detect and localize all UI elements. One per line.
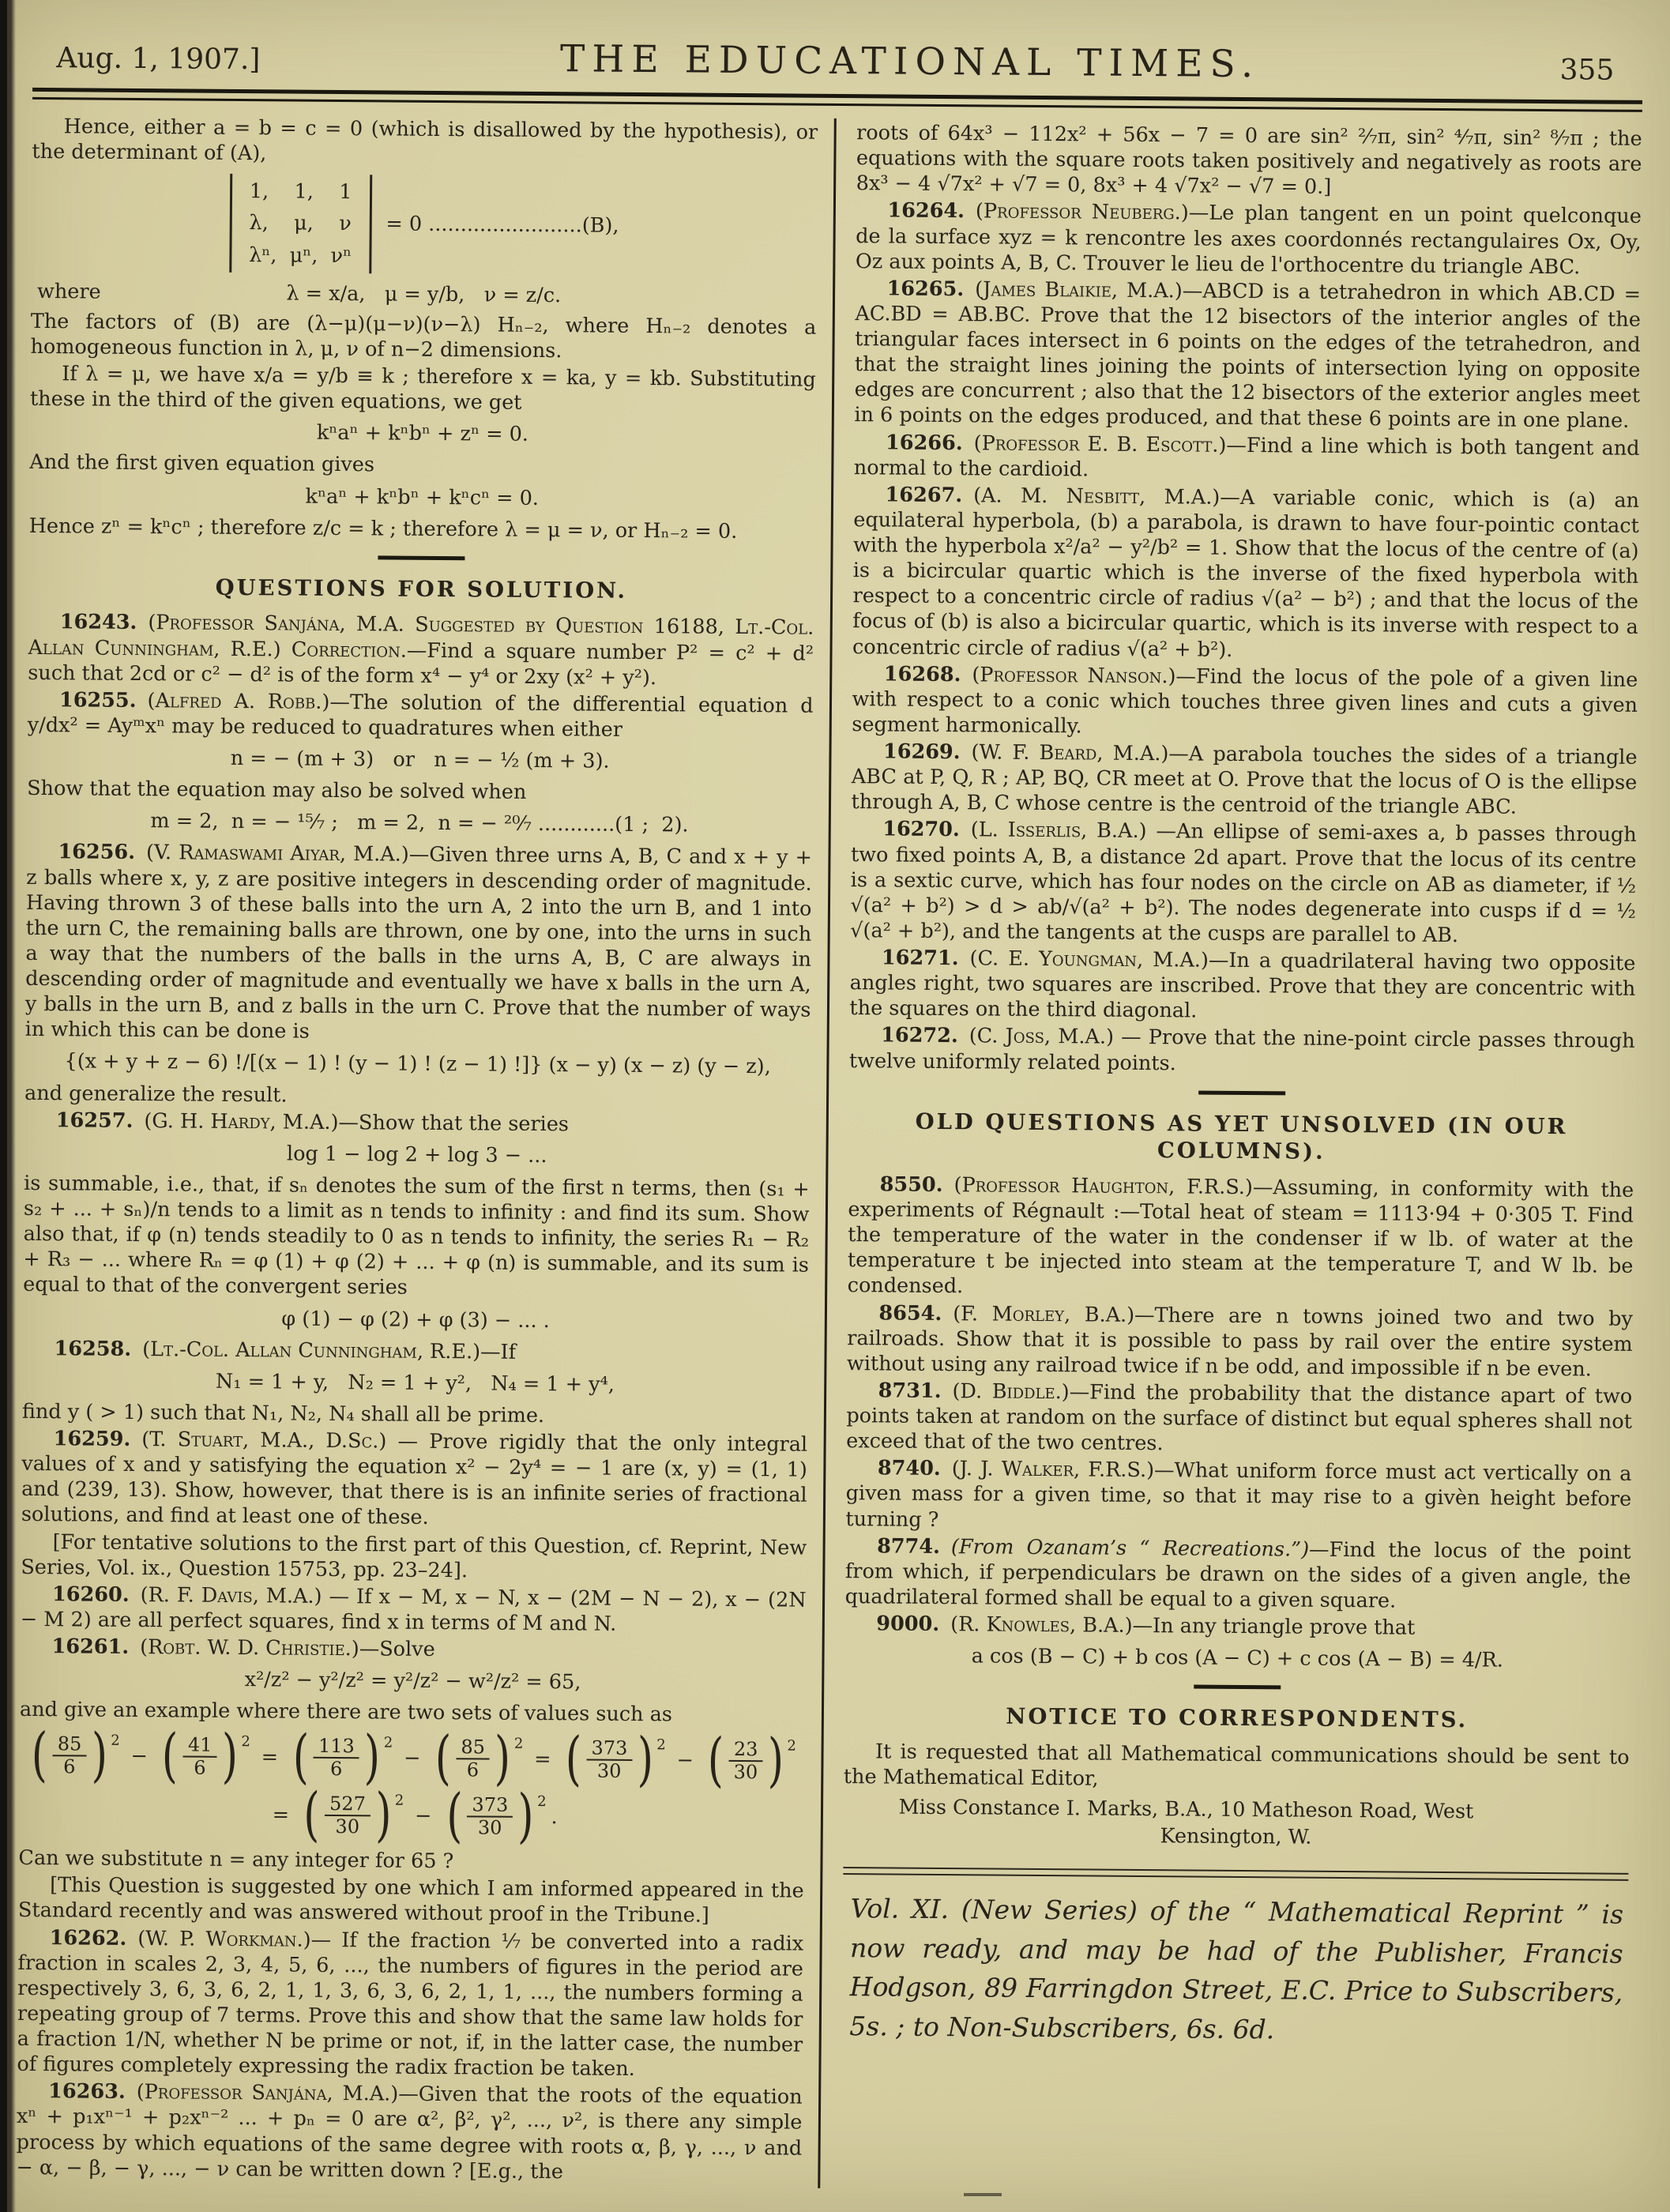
fraction (28, 1721, 120, 1790)
fraction-stack (467, 1794, 513, 1838)
question-author: (Robt. W. D. Christie.)— (140, 1635, 380, 1661)
fraction (562, 1725, 666, 1794)
question-16264 (856, 198, 1642, 280)
denominator: 30 (477, 1816, 502, 1839)
question-number: 16257. (55, 1108, 134, 1133)
question-number: 16269. (882, 739, 961, 765)
question-number: 16266. (885, 430, 963, 455)
question-paragraph: Can we substitute n = any integer for 65 ? (18, 1846, 454, 1874)
question-author: (C. E. Youngman, M.A.)— (969, 946, 1229, 972)
equals-sign: = (534, 1747, 551, 1771)
exponent: 2 (537, 1793, 547, 1811)
equals-sign: = (261, 1745, 279, 1770)
section-heading-old-questions: OLD QUESTIONS AS YET UNSOLVED (IN OUR COLUMNS). (915, 1108, 1568, 1165)
denominator: 30 (596, 1759, 622, 1782)
right-paren: ) (221, 1722, 239, 1791)
fraction (300, 1780, 404, 1849)
question-16270 (850, 816, 1637, 949)
exponent: 2 (383, 1734, 393, 1751)
question-body: Find the probability that the distance apart of two points taken at random on the surface of distinct but equal spheres shall not exceed that of the two centres. (846, 1380, 1633, 1456)
equation-display: φ (1) − φ (2) + φ (3) − ... . (281, 1306, 550, 1333)
numerator: 85 (53, 1733, 87, 1756)
equation-display: kⁿaⁿ + kⁿbⁿ + kⁿcⁿ = 0. (305, 484, 540, 510)
scan-edge-shadow (0, 0, 16, 2212)
advertisement-rule (843, 1867, 1629, 1881)
question-8654 (847, 1300, 1633, 1382)
question-author: (A. M. Nesbitt, M.A.)— (973, 483, 1240, 510)
matrix-row: λ, μ, ν (249, 211, 352, 236)
left-paren: ( (31, 1721, 48, 1789)
equation-display: n = − (m + 3) or n = − ½ (m + 3). (230, 746, 610, 773)
left-paren: ( (707, 1726, 724, 1795)
question-body: Find the locus of the point from which, if perpendiculars be drawn on the sides of a given angle, the quadrilateral formed shall be equal to a given square. (844, 1537, 1631, 1613)
question-body: Find a square number P² = c² + d² such that 2cd or c² − d² is of the form x⁴ − y⁴ or 2xy (x² + y²). (28, 638, 814, 690)
left-column (16, 112, 836, 2188)
fraction-stack (183, 1734, 217, 1778)
fraction-stack (729, 1739, 763, 1783)
notice-heading: NOTICE TO CORRESPONDENTS. (1006, 1703, 1469, 1733)
question-body: Le plan tangent en un point quelconque de la surface xyz = k rencontre les axes coordonnés rectangulaires Ox, Oy, Oz aux points A, B, C. Trouver le lieu de l'orthocentre du triangle ABC. (855, 201, 1642, 279)
fraction (442, 1781, 547, 1851)
page-number: 355 (1559, 54, 1615, 87)
right-paren: ) (517, 1782, 535, 1851)
determinant-matrix (229, 174, 372, 273)
exponent: 2 (111, 1732, 120, 1750)
question-number: 8740. (877, 1456, 941, 1481)
exponent: 2 (656, 1736, 666, 1754)
question-author: (Professor E. B. Escott.)— (973, 431, 1247, 457)
numerator: 23 (729, 1739, 763, 1762)
question-9000 (844, 1611, 1631, 1642)
fraction (159, 1721, 250, 1791)
question-body: If the fraction ¹⁄₇ be converted into a radix fraction in scales 2, 3, 4, 5, 6, ..., the numbers of figures in the period are respectively 3, 6, 3, 6, 2, 1, 1, 3, 6, 3, 6, 2, 1, 1, ..., the numbers forming a repeating group of 7 terms. Prove this and show that the same law holds for a fraction 1/N, whether N be prime or not, if, in the latter case, the number of figures completely expressing the radix fraction be taken. (17, 1928, 804, 2082)
where-label: where (36, 279, 101, 304)
question-author: (Professor Nanson.)— (972, 662, 1197, 689)
question-body: There are n towns joined two and two by railroads. Show that it is possible to pass by rail over the entire system without using any railroad twice if n be odd, and impossible if n be even. (846, 1303, 1634, 1382)
question-author: (Professor Sanjána, M.A.)— (136, 2080, 419, 2107)
question-number: 16243. (59, 610, 137, 635)
section-heading: QUESTIONS FOR SOLUTION. (215, 574, 628, 604)
equation-display: m = 2, n = − ¹⁵⁄₇ ; m = 2, n = − ²⁰⁄₇ ............(1 ; 2). (150, 809, 689, 837)
question-number: 16260. (52, 1582, 130, 1607)
solution-paragraph: Hence, either a = b = c = 0 (which is disallowed by the hypothesis), or the determinant of (A), (32, 115, 818, 166)
question-16243 (28, 609, 814, 691)
question-author: (D. Biddle.)— (952, 1379, 1090, 1405)
question-16257 (24, 1108, 811, 1139)
fraction (705, 1726, 796, 1795)
question-author: (James Blaikie, M.A.)— (975, 277, 1203, 303)
left-paren: ( (446, 1781, 463, 1850)
question-author: (W. P. Workman.)— (137, 1926, 342, 1952)
question-source: (From Ozanam’s “ Recreations.”)— (950, 1534, 1330, 1562)
denominator: 30 (335, 1815, 360, 1838)
question-number: 16271. (881, 946, 959, 971)
scan-artifact-mark (964, 2193, 1002, 2196)
left-paren: ( (434, 1724, 452, 1793)
numerator: 113 (314, 1736, 359, 1759)
solution-paragraph: If λ = μ, we have x/a = y/b ≡ k ; therefore x = ka, y = kb. Substituting these in the third of the given equations, we get (29, 362, 816, 415)
editor-address-line1: Miss Constance I. Marks, B.A., 10 Matheson Road, West (898, 1795, 1474, 1824)
question-number: 16262. (49, 1925, 127, 1951)
question-16255 (28, 687, 814, 744)
question-16259 (21, 1426, 807, 1533)
question-16266 (854, 430, 1640, 487)
question-number: 8774. (877, 1534, 941, 1559)
minus-sign: − (403, 1746, 421, 1770)
equals-sign: = (272, 1803, 290, 1827)
question-body: Find the locus of the pole of a given line with respect to a conic which touches three given lines and cuts a given segment harmonically. (852, 664, 1638, 739)
equation-display: a cos (B − C) + b cos (A − C) + c cos (A − B) = 4/R. (971, 1644, 1503, 1672)
equation-display: kⁿaⁿ + kⁿbⁿ + zⁿ = 0. (316, 421, 529, 447)
denominator: 6 (466, 1759, 480, 1781)
exponent: 2 (513, 1736, 524, 1753)
question-number: 8550. (879, 1172, 943, 1197)
exponent: 2 (241, 1733, 250, 1751)
determinant-equals: = 0 ........................(B), (386, 212, 619, 239)
question-body: Assuming, in conformity with the experiments of Régnault :—Total heat of steam = 1113·94 + 0·305 T. Find the temperature of the water in the condenser if w lb. of water at the temperature t be injected into steam at the temperature T, and W lb. be condensed. (847, 1176, 1634, 1299)
fraction-equation-line1 (19, 1721, 805, 1795)
left-paren: ( (161, 1721, 179, 1790)
question-body: Show that the series (358, 1110, 570, 1136)
question-body: A parabola touches the sides of a triangle ABC at P, Q, R ; AP, BQ, CR meet at O. Prove that the locus of O is the ellipse through A, B, C whose centre is the centroid of the triangle ABC. (851, 742, 1638, 819)
question-8774 (845, 1533, 1631, 1616)
question-number: 16259. (53, 1427, 131, 1451)
question-number: 16265. (886, 276, 965, 301)
question-16272 (849, 1022, 1635, 1079)
minus-sign: − (415, 1804, 432, 1828)
question-author: (G. H. Hardy, M.A.)— (144, 1108, 359, 1134)
section-divider (1198, 1090, 1285, 1095)
fraction-equation-line2 (19, 1780, 805, 1851)
denominator: 30 (733, 1760, 758, 1784)
question-body: An ellipse of semi-axes a, b passes through two fixed points A, B, a distance 2d apart. Prove that the locus of its centre is a sextic curve, which has four nodes on the circle on AB as diameter, if ½ √(a² + b²) > d > ab/√(a² + b²). The nodes degenerate into cusps if d = ½ √(a² + b²), and the tangents at the cusps are parallel to AB. (850, 819, 1637, 948)
question-author: (R. F. Davis, M.A.) — (140, 1582, 357, 1608)
where-line (31, 279, 817, 310)
question-body: In any triangle prove that (1152, 1614, 1416, 1640)
question-number: 16261. (51, 1635, 130, 1659)
question-body: ABCD is a tetrahedron in which AB.CD = AC.BD = AB.BC. Prove that the 12 bisectors of the interior angles of the triangular faces intersect in 6 points on the edges of the tetrahedron, and that the straight lines joining the points of intersection lying on opposite edges are concurrent ; also that the 12 bisectors of the exterior angles meet in 6 points on the edges produced, and that these 6 points are in one plane. (854, 279, 1642, 434)
question-body: Prove rigidly that the only integral values of x and y satisfying the equation x² − 2y⁴ = − 1 are (x, y) = (1, 1) and (239, 13). Show, however, that there is is an infinite series of fractional solutions, and find at least one of these. (21, 1429, 808, 1530)
question-body: The solution of the differential equation d y/dx² = Ayᵐxⁿ may be reduced to quadratures when either (27, 690, 814, 742)
determinant-display (31, 172, 817, 276)
page-title: THE EDUCATIONAL TIMES. (559, 37, 1261, 87)
question-paragraph: and generalize the result. (24, 1081, 288, 1108)
question-16260 (21, 1582, 807, 1638)
issue-date: Aug. 1, 1907.] (56, 42, 261, 77)
question-16262 (17, 1924, 803, 2083)
question-number: 16270. (882, 817, 960, 842)
question-author: (Professor Sanjána, M.A. Suggested by Question 16188, Lt.-Col. Allan Cunningham, R.E.) Correction.— (28, 611, 814, 663)
question-16263-continuation: roots of 64x³ − 112x² + 56x − 7 = 0 are sin² ²⁄₇π, sin² ⁴⁄₇π, sin² ⁸⁄₇π ; the equations with the square roots taken positively and negatively as roots are 8x³ − 4 √7x² + √7 = 0, 8x³ + 4 √7x² − √7 = 0.] (856, 121, 1642, 200)
question-number: 16264. (887, 198, 965, 224)
solution-paragraph: And the first given equation gives (29, 450, 375, 477)
question-16267 (852, 482, 1639, 666)
question-16271 (849, 945, 1635, 1027)
question-16258 (22, 1336, 808, 1367)
question-16265 (854, 276, 1641, 434)
question-body: In a quadrilateral having two opposite angles right, two squares are inscribed. Prove that they are concentric with the squares on the third diagonal. (849, 948, 1636, 1023)
question-body: Find a line which is both tangent and normal to the cardioid. (853, 433, 1640, 482)
question-16261 (20, 1634, 806, 1665)
question-body: A variable conic, which is (a) an equilateral hyperbola, (b) a parabola, is drawn to have four-pointic contact with the hyperbola x²/a² − y²/b² = 1. Show that the locus of the centre of (a) is a bicircular quartic which is the inverse of the fixed hyperbola with respect to a concentric circle of radius √(a² − b²) ; and that the locus of the focus of (b) is also a bicircular quartic, which is its inverse with respect to a concentric circle of radius √(a² + b²). (852, 485, 1640, 662)
numerator: 373 (586, 1737, 632, 1760)
fraction-stack (314, 1736, 359, 1780)
question-number: 16255. (58, 687, 137, 713)
question-8550 (848, 1172, 1634, 1304)
question-body: Prove that the nine-point circle passes through twelve uniformly related points. (848, 1025, 1635, 1075)
columns (2, 100, 1669, 2195)
right-column (820, 118, 1642, 2195)
right-paren: ) (91, 1721, 108, 1790)
question-paragraph: Show that the equation may also be solved when (27, 777, 527, 805)
numerator: 527 (325, 1793, 370, 1816)
denominator: 6 (329, 1757, 343, 1780)
fraction-stack (325, 1793, 370, 1838)
question-number: 8731. (878, 1379, 942, 1403)
question-author: (Alfred A. Robb.)— (147, 688, 351, 714)
question-16256 (25, 839, 812, 1048)
question-8740 (845, 1455, 1631, 1537)
question-author: (L. Isserlis, B.A.) — (970, 818, 1177, 844)
section-divider (1194, 1685, 1281, 1690)
period: . (551, 1804, 558, 1829)
question-author: (Lt.-Col. Allan Cunningham, R.E.)— (142, 1337, 501, 1364)
left-paren: ( (565, 1725, 582, 1793)
question-author: (Professor Neuberg.)— (975, 199, 1209, 226)
denominator: 6 (194, 1756, 206, 1779)
right-paren: ) (363, 1723, 381, 1792)
left-paren: ( (292, 1722, 309, 1792)
page-sheet (2, 0, 1670, 2212)
exponent: 2 (787, 1737, 796, 1755)
solution-paragraph: Hence zⁿ = kⁿcⁿ ; therefore z/c = k ; therefore λ = μ = ν, or Hₙ₋₂ = 0. (28, 514, 738, 544)
right-paren: ) (374, 1781, 392, 1849)
matrix-row: λⁿ, μⁿ, νⁿ (249, 243, 352, 268)
question-paragraph: is summable, i.e., that, if sₙ denotes the sum of the first n terms, then (s₁ + s₂ + ... + sₙ)/n tends to a limit as n tends to infinity : and find its sum. Show also that, if φ (n) tends steadily to 0 as n tends to infinity, the series R₁ − R₂ + R₃ − ... where Rₙ = φ (1) + φ (2) + ... + φ (n) is summable, and its sum is equal to that of the convergent series (23, 1171, 810, 1300)
numerator: 41 (183, 1734, 217, 1757)
question-number: 9000. (876, 1612, 940, 1637)
right-paren: ) (494, 1724, 511, 1793)
question-author: (C. Joss, M.A.) — (969, 1024, 1149, 1050)
section-divider (378, 555, 465, 560)
question-body: Given that the roots of the equation xⁿ + p₁xⁿ⁻¹ + p₂xⁿ⁻² ... + pₙ = 0 are α², β², γ², ..., ν², is there any simple process by which equations of the same degree with roots α, β, γ, ..., ν and − α, − β, − γ, ..., − ν can be written down ? [E.g., the (16, 2082, 803, 2184)
solution-paragraph: The factors of (B) are (λ−μ)(μ−ν)(ν−λ) Hₙ₋₂, where Hₙ₋₂ denotes a homogeneous function in λ, μ, ν of n−2 dimensions. (30, 309, 817, 363)
question-number: 16267. (885, 483, 963, 507)
question-number: 16258. (54, 1336, 132, 1361)
right-paren: ) (637, 1725, 654, 1794)
question-author: (Professor Haughton, F.R.S.)— (953, 1173, 1273, 1200)
equation-display: {(x + y + z − 6) !/[(x − 1) ! (y − 1) ! (z − 1) !]} (x − y) (x − z) (y − z), (64, 1049, 771, 1079)
masthead (18, 0, 1670, 100)
question-number: 16268. (883, 662, 961, 687)
question-paragraph: find y ( > 1) such that N₁, N₂, N₄ shall all be prime. (21, 1399, 545, 1428)
question-16263 (16, 2078, 802, 2186)
denominator: 6 (63, 1755, 76, 1778)
question-number: 8654. (878, 1300, 942, 1326)
fraction-stack (456, 1736, 490, 1781)
reprint-advertisement: Vol. XI. (New Series) of the “ Mathematical Reprint ” is now ready, and may be had of the Publisher, Francis Hodgson, 89 Farringdon Street, E.C. Price to Subscribers, 5s. ; to Non-Subscribers, 6s. 6d. (849, 1893, 1624, 2045)
question-author: (V. Ramaswami Aiyar, M.A.)— (145, 841, 430, 867)
question-note: [This Question is suggested by one which I am informed appeared in the Standard recently and was answered without proof in the Tribune.] (17, 1873, 804, 1928)
question-author: (F. Morley, B.A.)— (953, 1301, 1155, 1327)
question-paragraph: and give an example where there are two sets of values such as (19, 1698, 673, 1727)
equation-display: log 1 − log 2 + log 3 − ... (286, 1142, 547, 1168)
question-body: If x − M, x − N, x − (2M − N − 2), x − (2N − M 2) are all perfect squares, find x in terms of M and N. (20, 1584, 807, 1636)
right-paren: ) (767, 1726, 784, 1795)
question-body: Solve (379, 1637, 435, 1662)
fraction-stack (52, 1733, 86, 1778)
question-number: 16263. (48, 2079, 126, 2105)
where-equation: λ = x/a, μ = y/b, ν = z/c. (286, 281, 562, 307)
question-author: (J. J. Walker, F.R.S.)— (951, 1457, 1175, 1483)
matrix-row: 1, 1, 1 (249, 179, 352, 205)
equation-display: N₁ = 1 + y, N₂ = 1 + y², N₄ = 1 + y⁴, (215, 1369, 615, 1397)
equation-display: x²/z² − y²/z² = y²/z² − w²/z² = 65, (244, 1668, 581, 1695)
fraction-stack (586, 1737, 632, 1781)
question-body: If (500, 1340, 517, 1364)
fraction (289, 1722, 393, 1792)
question-author: (T. Stuart, M.A., D.Sc.) — (141, 1428, 430, 1454)
minus-sign: − (130, 1744, 149, 1768)
question-author: (W. F. Beard, M.A.)— (971, 740, 1189, 766)
question-body: Given three urns A, B, C and x + y + z balls where x, y, z are positive integers in descending order of magnitude. Having thrown 3 of these balls into the urn A, 2 into the urn B, and 1 into the urn C, the remaining balls are thrown, one by one, into the urns in such a way that the numbers of the balls in the urns A, B, C are always in descending order of magnitude and eventually we have x balls in the urn A, y balls in the urn B, and z balls in the urn C. Prove that the number of ways in which this can be done is (24, 843, 813, 1044)
question-number: 16272. (881, 1023, 958, 1048)
exponent: 2 (394, 1792, 404, 1809)
question-body: What uniform force must act vertically on a given mass for a given time, so that it may rise to a givèn height before turning ? (845, 1458, 1632, 1532)
question-note: [For tentative solutions to the first part of this Question, cf. Reprint, New Series, Vol. ix., Question 15753, pp. 23–24]. (21, 1529, 807, 1582)
minus-sign: − (676, 1748, 694, 1773)
question-16269 (851, 739, 1637, 821)
question-8731 (846, 1378, 1632, 1460)
editor-address-line2: Kensington, W. (1160, 1824, 1312, 1850)
left-paren: ( (303, 1780, 320, 1849)
numerator: 373 (467, 1794, 513, 1817)
question-author: (R. Knowles, B.A.)— (950, 1612, 1153, 1638)
numerator: 85 (456, 1736, 490, 1759)
question-16268 (852, 661, 1638, 743)
notice-paragraph: It is requested that all Mathematical communications should be sent to the Mathematical Editor, (843, 1740, 1630, 1791)
question-number: 16256. (58, 840, 136, 865)
fraction (431, 1724, 524, 1793)
